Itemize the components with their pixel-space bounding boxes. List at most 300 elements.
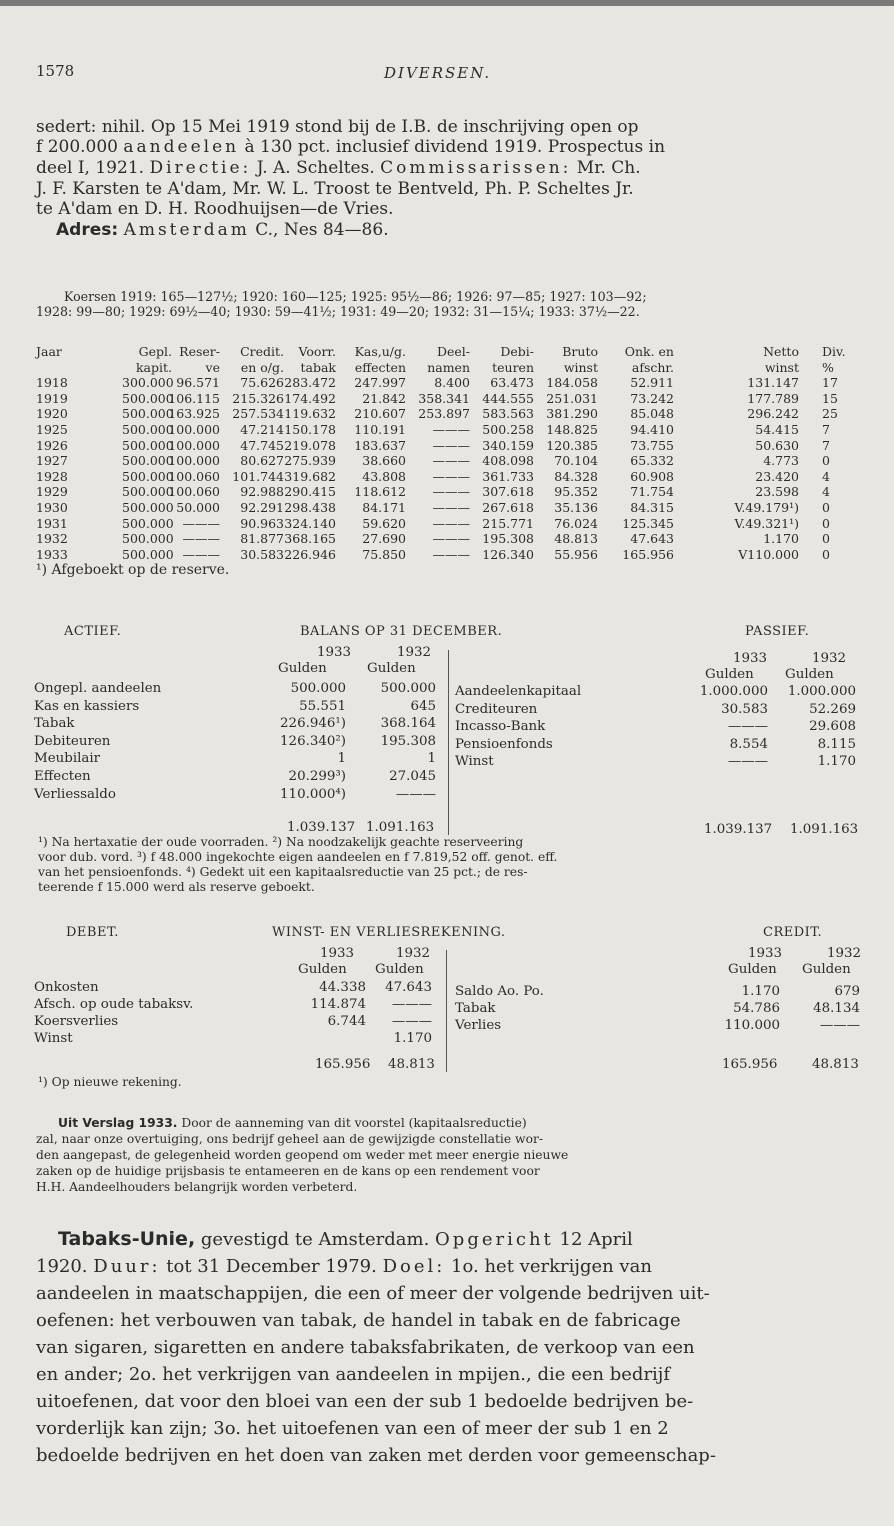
table-cell: 90.963 [240,515,284,531]
pl-right-title: CREDIT. [763,925,823,940]
table-cell: 1.170 [763,531,799,547]
table-cell: ——— [432,484,470,500]
table-cell: 500.000 [122,531,174,547]
table-cell: 174.492 [284,390,336,406]
report-line: zal, naar onze overtuiging, ons bedrijf geheel aan de gewijzigde constellatie wor- [36,1132,544,1146]
entry-line: van sigaren, sigaretten en andere tabaksfabrikaten, de verkoop van een [36,1337,695,1358]
entry-line: bedoelde bedrijven en het doen van zaken met derden voor gemeenschap- [36,1445,716,1466]
table-cell: 95.352 [554,484,598,500]
total-value: 165.956 [722,1057,778,1072]
address-label: Adres: [56,220,119,240]
table-cell: 319.682 [284,468,336,484]
table-cell: 307.618 [482,484,534,500]
table-cell: ve [205,359,220,375]
pl-note: ¹) Op nieuwe rekening. [38,1075,182,1089]
table-cell: 15 [822,390,838,406]
year-header: 1932 [396,946,431,961]
unit-header: Gulden [705,667,754,682]
table-cell: 1931 [36,515,68,531]
entry-line: aandeelen in maatschappijen, die een of meer der volgende bedrijven uit- [36,1283,710,1304]
account-value: 126.340²) [280,733,346,749]
table-cell: ——— [432,437,470,453]
table-cell: 500.000 [122,546,174,562]
table-cell: 73.242 [630,390,674,406]
account-value: 226.946¹) [280,716,346,732]
table-cell: Div. [822,344,846,359]
table-cell: Debi- [500,344,534,359]
table-row [36,469,866,485]
page-number: 1578 [36,62,75,80]
table-cell: 183.637 [354,437,406,453]
account-value: 44.338 [319,980,366,995]
table-cell: 4 [822,484,830,500]
year-header: 1933 [317,645,352,660]
entry-line: vorderlijk kan zijn; 3o. het uitoefenen van een of meer der sub 1 en 2 [36,1418,669,1439]
table-cell: 100.060 [168,484,220,500]
balance-right-title: PASSIEF. [745,624,810,639]
table-cell: 7 [822,421,830,437]
account-value: 500.000 [290,681,346,696]
table-cell: 210.607 [354,406,406,422]
table-cell: effecten [354,359,406,375]
table-cell: 500.000 [122,453,174,469]
account-value: 1.170 [741,984,780,999]
table-cell: 110.191 [354,421,406,437]
table-cell: 55.956 [554,546,598,562]
table-cell: 500.000 [122,515,174,531]
table-cell: namen [427,359,470,375]
table-row [36,484,866,500]
account-value: 1.000.000 [787,684,856,699]
table-cell: 7 [822,437,830,453]
table-cell: 119.632 [284,406,336,422]
table-cell: 1920 [36,406,68,422]
entry-line: uitoefenen, dat voor den bloei van een der sub 1 bedoelde bedrijven be- [36,1391,694,1412]
table-cell: 76.024 [554,515,598,531]
table-cell: 84.171 [362,499,406,515]
total-value: 1.091.163 [366,820,435,835]
table-cell: 163.925 [168,406,220,422]
table-cell: 50.000 [176,499,220,515]
total-value: 165.956 [315,1057,371,1072]
intro-line: te A'dam en D. H. Roodhuijsen—de Vries. [36,199,394,219]
account-label: Koersverlies [34,1014,119,1029]
table-cell: 59.620 [362,515,406,531]
table-cell: 500.000 [122,499,174,515]
table-cell: 100.000 [168,437,220,453]
year-header: 1932 [812,651,847,666]
table-cell: 48.813 [554,531,598,547]
table-cell: 0 [822,515,830,531]
unit-header: Gulden [278,661,327,676]
company-name: Tabaks-Unie, [58,1228,196,1250]
account-value: 645 [410,698,436,714]
account-value: 1.170 [817,754,856,770]
account-value: 114.874 [310,997,366,1012]
table-cell: 125.345 [622,515,674,531]
account-value: 54.786 [733,1001,780,1016]
account-label: Tabak [455,1001,496,1016]
account-value: 8.554 [729,736,768,752]
column-divider [446,950,447,1072]
table-cell: 92.291 [240,499,284,515]
table-cell: 500.000 [122,421,174,437]
table-cell: ——— [182,515,220,531]
table-cell: 1932 [36,531,68,547]
table-cell: ——— [432,421,470,437]
table-cell: 1927 [36,453,68,469]
intro-line: f 200.000 aandeelen à 130 pct. inclusief dividend 1919. Prospectus in [36,137,666,157]
table-cell: 1919 [36,390,68,406]
account-label: Incasso-Bank [455,719,546,735]
table-cell: ——— [432,468,470,484]
balance-title: BALANS OP 31 DECEMBER. [300,624,503,639]
account-label: Tabak [34,716,75,732]
table-cell: ——— [432,546,470,562]
account-value: 47.643 [385,980,432,995]
account-value: 55.551 [299,698,346,714]
table-cell: 148.825 [546,421,598,437]
table-cell: 52.911 [630,375,674,391]
table-cell: 21.842 [362,390,406,406]
table-cell: 324.140 [284,515,336,531]
table-cell: Onk. en [624,344,674,359]
account-label: Afsch. op oude tabaksv. [34,997,194,1012]
balance-note: ¹) Na hertaxatie der oude voorraden. ²) Na noodzakelijk geachte reserveering [38,835,524,849]
total-value: 48.813 [812,1057,859,1072]
table-cell: 500.000 [122,390,174,406]
account-value: 110.000⁴) [280,786,346,802]
table-cell: 253.897 [418,406,470,422]
table-cell: 4.773 [763,453,799,469]
account-value: 6.744 [327,1014,366,1029]
table-cell: 444.555 [482,390,534,406]
table-row [36,391,866,407]
table-cell: V110.000 [738,546,799,562]
report-label: Uit Verslag 1933. [58,1116,178,1130]
table-cell: Kas,u/g. [354,344,406,359]
table-cell: % [822,359,834,375]
balance-left-title: ACTIEF. [64,624,122,639]
table-cell: 0 [822,546,830,562]
total-value: 48.813 [388,1057,435,1072]
table-cell: 65.332 [630,453,674,469]
total-value: 1.039.137 [704,822,773,837]
unit-header: Gulden [367,661,416,676]
table-cell: 8.400 [434,375,470,391]
table-cell: Bruto [562,344,598,359]
table-cell: 106.115 [168,390,220,406]
table-cell: 195.308 [482,531,534,547]
account-value: 1 [337,751,346,767]
table-cell: 100.000 [168,453,220,469]
account-value: 20.299³) [288,769,346,784]
account-label: Pensioenfonds [455,736,553,752]
table-cell: ——— [432,453,470,469]
intro-line: deel I, 1921. Directie: J. A. Scheltes. Commissarissen: Mr. Ch. [36,158,641,178]
koersen-line: Koersen 1919: 165—127½; 1920: 160—125; 1925: 95½—86; 1926: 97—85; 1927: 103—92; [64,289,647,304]
table-cell: 381.290 [546,406,598,422]
year-header: 1933 [733,651,768,666]
account-label: Verlies [455,1018,502,1033]
table-cell: 1930 [36,499,68,515]
table-cell: 1929 [36,484,68,500]
unit-header: Gulden [298,962,347,977]
year-header: 1933 [320,946,355,961]
table-cell: 1933 [36,546,68,562]
table-cell: 358.341 [418,390,470,406]
report-line: H.H. Aandeelhouders belangrijk worden verbeterd. [36,1180,358,1194]
table-cell: 75.626 [240,375,284,391]
table-cell: 100.060 [168,468,220,484]
table-cell: 296.242 [747,406,799,422]
balance-note: van het pensioenfonds. ⁴) Gedekt uit een kapitaalsreductie van 25 pct.; de res- [38,865,528,879]
table-cell: 500.000 [122,437,174,453]
account-value: 1 [427,751,436,767]
account-value: 110.000 [724,1018,780,1033]
account-value: ——— [727,719,768,735]
account-label: Onkosten [34,980,99,995]
account-value: 48.134 [813,1001,860,1016]
table-cell: ——— [432,531,470,547]
account-value: 8.115 [817,736,856,752]
table-cell: 500.000 [122,468,174,484]
table-cell: Credit. [240,344,284,359]
table-cell: 118.612 [354,484,406,500]
table-cell: 290.415 [284,484,336,500]
table-cell: 4 [822,468,830,484]
balance-note: teerende f 15.000 werd als reserve geboekt. [38,880,315,894]
koersen-line: 1928: 99—80; 1929: 69½—40; 1930: 59—41½; 1931: 49—20; 1932: 31—15¼; 1933: 37½—22. [36,304,640,319]
unit-header: Gulden [785,667,834,682]
table-cell: 27.690 [362,531,406,547]
account-label: Aandeelenkapitaal [455,684,582,699]
table-cell: 177.789 [747,390,799,406]
account-value: 27.045 [389,769,436,784]
table-cell: 283.472 [284,375,336,391]
table-cell: 23.420 [755,468,799,484]
table-cell: ——— [432,515,470,531]
report-line: Uit Verslag 1933. Door de aanneming van dit voorstel (kapitaalsreductie) [58,1116,527,1130]
table-cell: Reser- [179,344,220,359]
pl-left-title: DEBET. [66,925,119,940]
table-cell: 1928 [36,468,68,484]
table-cell: V.49.321¹) [734,515,799,531]
column-divider [448,650,449,835]
table-cell: 63.473 [490,375,534,391]
table-cell: 35.136 [554,499,598,515]
table-cell: 500.258 [482,421,534,437]
account-value: 1.170 [393,1031,432,1046]
table-cell: V.49.179¹) [734,499,799,515]
table-cell: 60.908 [630,468,674,484]
results-table [36,344,866,579]
entry-line: oefenen: het verbouwen van tabak, de handel in tabak en de fabricage [36,1310,681,1331]
account-label: Kas en kassiers [34,698,140,714]
table-cell: 298.438 [284,499,336,515]
account-value: 1.000.000 [699,684,768,699]
table-row [36,438,866,454]
account-value: ——— [819,1018,860,1033]
entry-line: en ander; 2o. het verkrijgen van aandeelen in mpijen., die een bedrijf [36,1364,671,1385]
table-row [36,406,866,422]
table-cell: 0 [822,531,830,547]
intro-line: sedert: nihil. Op 15 Mei 1919 stond bij de I.B. de inschrijving open op [36,117,639,137]
table-cell: 0 [822,453,830,469]
balance-note: voor dub. vord. ³) f 48.000 ingekochte eigen aandeelen en f 7.819,52 off. genot. eff. [38,850,558,864]
table-cell: Voorr. [298,344,336,359]
account-value: 500.000 [380,681,436,696]
table-cell: 84.328 [554,468,598,484]
table-cell: 126.340 [482,546,534,562]
account-value: 368.164 [380,716,436,732]
table-cell: 165.956 [622,546,674,562]
table-cell: 75.850 [362,546,406,562]
table-cell: 23.598 [755,484,799,500]
table-cell: kapit. [135,359,172,375]
account-label: Debiteuren [34,733,111,749]
account-label: Verliessaldo [34,786,116,802]
table-cell: Gepl. [138,344,172,359]
table-row [36,422,866,438]
account-value: 679 [834,984,860,999]
table-cell: 120.385 [546,437,598,453]
table-cell: 247.997 [354,375,406,391]
table-cell: 92.988 [240,484,284,500]
year-header: 1932 [827,946,862,961]
table-cell: 275.939 [284,453,336,469]
account-value: 195.308 [380,733,436,749]
table-row [36,531,866,547]
table-cell: 47.214 [240,421,284,437]
report-line: den aangepast, de gelegenheid worden geopend om weder met meer energie nieuwe [36,1148,569,1162]
unit-header: Gulden [375,962,424,977]
table-cell: 267.618 [482,499,534,515]
table-cell: 43.808 [362,468,406,484]
table-cell: 30.583 [240,546,284,562]
table-cell: Deel- [436,344,470,359]
table-cell: 25 [822,406,838,422]
table-cell: 47.745 [240,437,284,453]
table-cell: ——— [182,546,220,562]
table-cell: 361.733 [482,468,534,484]
table-cell: winst [563,359,598,375]
table-cell: winst [764,359,799,375]
table-cell: 131.147 [747,375,799,391]
table-row [36,375,866,391]
table-cell: 96.571 [176,375,220,391]
table-cell: 150.178 [284,421,336,437]
account-label: Crediteuren [455,701,538,717]
account-label: Winst [455,754,494,770]
table-cell: ——— [432,499,470,515]
table-cell: teuren [492,359,534,375]
table-cell: 408.098 [482,453,534,469]
running-title: DIVERSEN. [384,64,492,82]
table-cell: 71.754 [630,484,674,500]
table-footnote: ¹) Afgeboekt op de reserve. [36,562,230,579]
table-cell: 50.630 [755,437,799,453]
table-cell: 583.563 [482,406,534,422]
table-cell: 1926 [36,437,68,453]
table-cell: ——— [182,531,220,547]
account-label: Winst [34,1031,73,1046]
table-cell: 215.326 [232,390,284,406]
table-cell: 101.744 [232,468,284,484]
table-cell: 340.159 [482,437,534,453]
table-cell: 219.078 [284,437,336,453]
table-cell: 54.415 [755,421,799,437]
table-row [36,500,866,516]
table-cell: 1925 [36,421,68,437]
intro-line: J. F. Karsten te A'dam, Mr. W. L. Troost te Bentveld, Ph. P. Scheltes Jr. [36,179,634,199]
table-cell: 47.643 [630,531,674,547]
table-cell: tabak [300,359,336,375]
table-cell: 80.627 [240,453,284,469]
report-line: zaken op de huidige prijsbasis te entameeren en de kans op een rendement voor [36,1164,540,1178]
table-cell: 300.000 [122,375,174,391]
table-row [36,453,866,469]
entry-line: Tabaks-Unie, gevestigd te Amsterdam. Opgericht 12 April [58,1228,633,1250]
address-line: Adres: Amsterdam C., Nes 84—86. [56,220,389,240]
account-label: Saldo Ao. Po. [455,984,544,999]
table-cell: 85.048 [630,406,674,422]
account-value: ——— [727,754,768,770]
unit-header: Gulden [728,962,777,977]
table-cell: 100.000 [168,421,220,437]
table-cell: afschr. [631,359,674,375]
table-cell: Netto [763,344,799,359]
table-cell: 94.410 [630,421,674,437]
table-cell: 17 [822,375,838,391]
table-cell: en o/g. [240,359,284,375]
unit-header: Gulden [802,962,851,977]
scan-edge [0,0,894,6]
table-header-row [36,360,866,376]
table-cell: 226.946 [284,546,336,562]
table-row [36,547,866,563]
table-cell: 73.755 [630,437,674,453]
table-cell: 81.877 [240,531,284,547]
account-value: ——— [391,997,432,1012]
account-label: Meubilair [34,751,101,767]
year-header: 1933 [748,946,783,961]
account-value: ——— [395,786,436,802]
table-cell: 500.000 [122,484,174,500]
table-cell: 84.315 [630,499,674,515]
account-label: Ongepl. aandeelen [34,681,162,696]
total-value: 1.039.137 [287,820,356,835]
table-cell: 368.165 [284,531,336,547]
table-cell: 184.058 [546,375,598,391]
account-label: Effecten [34,769,91,784]
account-value: 52.269 [809,701,856,717]
table-cell: 38.660 [362,453,406,469]
year-header: 1932 [397,645,432,660]
table-cell: 1918 [36,375,68,391]
table-cell: 70.104 [554,453,598,469]
account-value: ——— [391,1014,432,1029]
table-header-row [36,344,866,360]
table-cell: 215.771 [482,515,534,531]
table-cell: 251.031 [546,390,598,406]
entry-line: 1920. Duur: tot 31 December 1979. Doel: 1o. het verkrijgen van [36,1256,652,1277]
table-cell: 257.534 [232,406,284,422]
table-row [36,516,866,532]
table-cell: 0 [822,499,830,515]
table-cell: 500.000 [122,406,174,422]
account-value: 30.583 [721,701,768,717]
